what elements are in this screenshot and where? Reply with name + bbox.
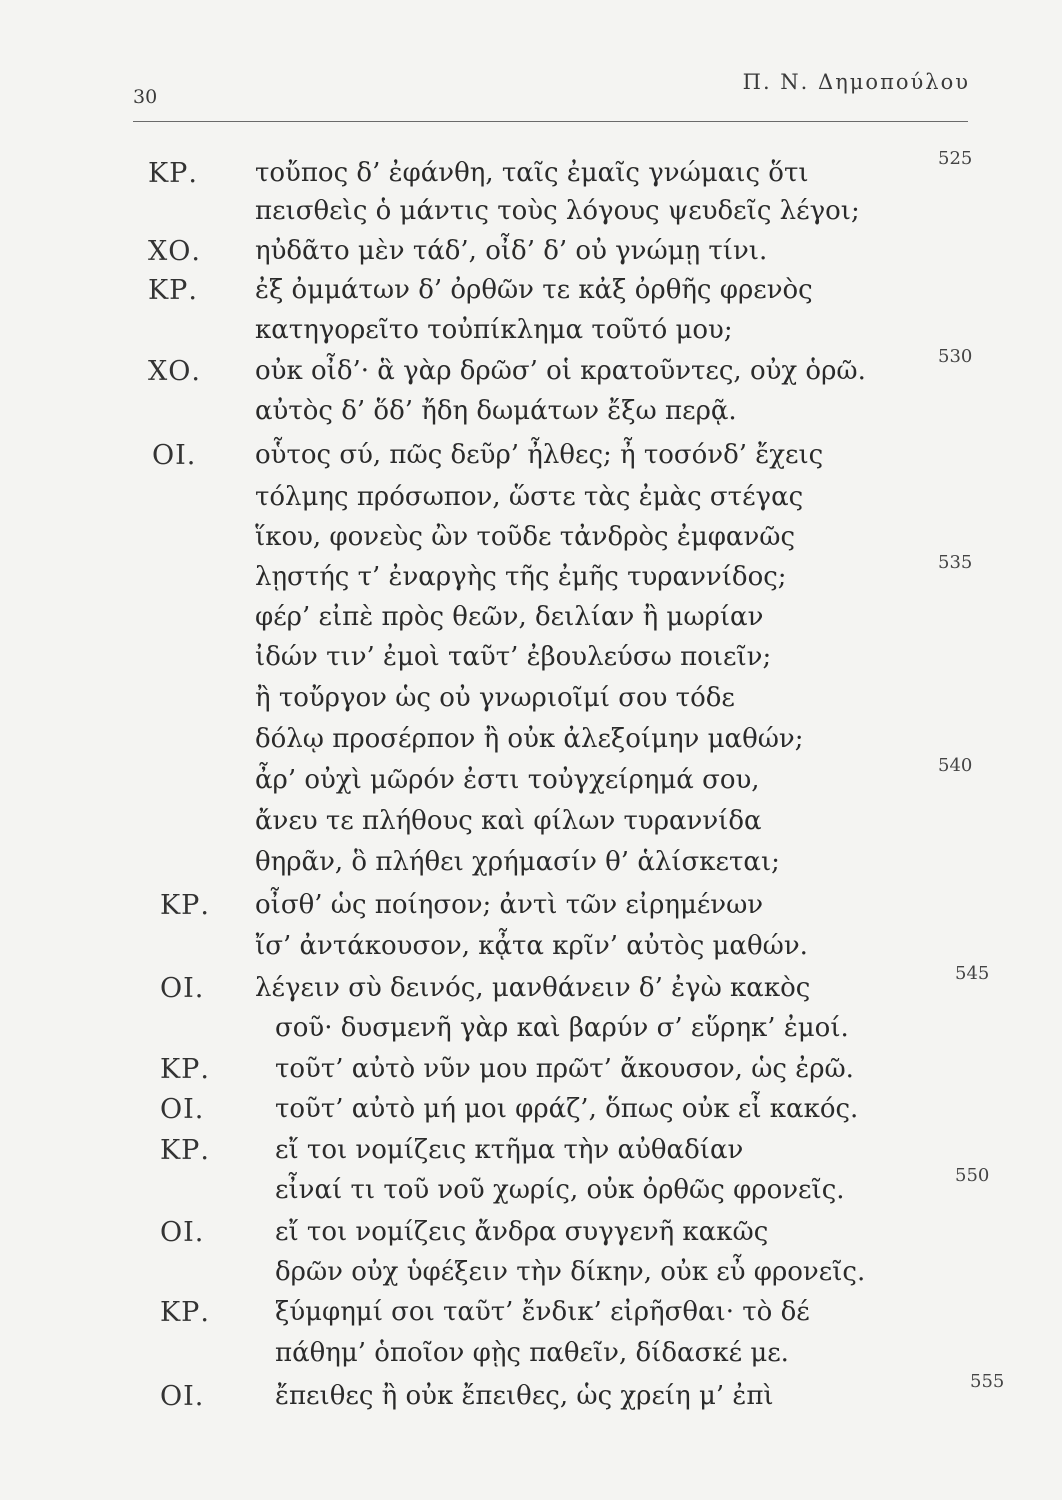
verse-line [0,931,1062,973]
verse-text-line: ἆρ’ οὐχὶ μῶρόν ἐστι τοὐγχείρημά σου, [255,765,760,795]
speaker-label: ΟΙ. [160,1381,205,1412]
verse-line [0,1054,1062,1096]
verse-line [0,963,1062,1015]
verse-text-line: ξύμφημί σοι ταῦτ’ ἔνδικ’ εἰρῆσθαι· τὸ δέ [275,1297,810,1327]
verse-text-line: εἶναί τι τοῦ νοῦ χωρίς, οὐκ ὀρθῶς φρονεῖς. [275,1175,845,1205]
verse-line [0,806,1062,848]
verse-line [0,482,1062,524]
speaker-label: ΟΙ. [160,1217,205,1248]
line-number: 545 [955,963,990,984]
verse-text-line: λέγειν σὺ δεινός, μανθάνειν δ’ ἐγὼ κακὸς [255,973,811,1003]
speaker-label: ΚΡ. [160,1054,210,1085]
verse-line [0,522,1062,564]
verse-line [0,346,1062,398]
verse-line [0,1257,1062,1299]
verse-line [0,1217,1062,1259]
speaker-label: ΚΡ. [160,890,210,921]
verse-text-line: πεισθεὶς ὁ μάντις τοὺς λόγους ψευδεῖς λέγοι; [255,196,860,226]
running-title: Π. Ν. Δημοπούλου [742,70,970,94]
speaker-label: ΟΙ. [160,1094,205,1125]
verse-text-line: αὐτὸς δ’ ὅδ’ ἤδη δωμάτων ἔξω περᾷ. [255,396,737,426]
verse-text-line: ἵκου, φονεὺς ὢν τοῦδε τἀνδρὸς ἐμφανῶς [255,522,796,552]
line-number: 525 [938,148,973,169]
speaker-label: ΟΙ. [152,440,197,471]
verse-line [0,755,1062,807]
verse-line [0,196,1062,238]
verse-text-line: ἰδών τιν’ ἐμοὶ ταῦτ’ ἐβουλεύσω ποιεῖν; [255,642,772,672]
speaker-label: ΚΡ. [148,158,198,189]
verse-line [0,552,1062,604]
verse-text-line: θηρᾶν, ὃ πλήθει χρήμασίν θ’ ἁλίσκεται; [255,847,780,877]
verse-line [0,602,1062,644]
line-number: 555 [970,1371,1005,1392]
verse-line [0,1135,1062,1177]
verse-text-line: πάθημ’ ὁποῖον φῂς παθεῖν, δίδασκέ με. [275,1338,789,1368]
speaker-label: ΚΡ. [148,275,198,306]
verse-line [0,642,1062,684]
verse-line [0,315,1062,357]
verse-line [0,440,1062,482]
verse-text-line: δρῶν οὐχ ὑφέξειν τὴν δίκην, οὐκ εὖ φρονεῖς. [275,1257,866,1287]
speaker-label: ΧΟ. [148,236,201,267]
verse-text-line: οἶσθ’ ὡς ποίησον; ἀντὶ τῶν εἰρημένων [255,890,764,920]
verse-text-line: τοὔπος δ’ ἐφάνθη, ταῖς ἐμαῖς γνώμαις ὅτι [255,158,809,188]
verse-text-line: εἴ τοι νομίζεις κτῆμα τὴν αὐθαδίαν [275,1135,744,1165]
verse-text-line: οὗτος σύ, πῶς δεῦρ’ ἦλθες; ἦ τοσόνδ’ ἔχεις [255,440,824,470]
verse-line [0,1371,1062,1423]
verse-text-line: κατηγορεῖτο τοὐπίκλημα τοῦτό μου; [255,315,733,345]
verse-text-line: ἢ τοὔργον ὡς οὐ γνωριοῖμί σου τόδε [255,683,735,713]
line-number: 530 [938,346,973,367]
verse-line [0,236,1062,278]
verse-line [0,683,1062,725]
verse-text-line: εἴ τοι νομίζεις ἄνδρα συγγενῆ κακῶς [275,1217,769,1247]
verse-line [0,1094,1062,1136]
verse-line [0,396,1062,438]
speaker-label: ΟΙ. [160,973,205,1004]
line-number: 535 [938,552,973,573]
verse-text-line: τοῦτ’ αὐτὸ νῦν μου πρῶτ’ ἄκουσον, ὡς ἐρῶ. [275,1054,854,1084]
verse-text-line: ἴσ’ ἀντάκουσον, κᾆτα κρῖν’ αὐτὸς μαθών. [255,931,808,961]
verse-line [0,148,1062,200]
verse-line [0,1165,1062,1217]
speaker-label: ΧΟ. [148,356,201,387]
speaker-label: ΚΡ. [160,1135,210,1166]
verse-text-line: οὐκ οἶδ’· ἃ γὰρ δρῶσ’ οἱ κρατοῦντες, οὐχ ὁρῶ. [255,356,866,386]
verse-text-line: λῃστής τ’ ἐναργὴς τῆς ἐμῆς τυραννίδος; [255,562,787,592]
verse-line [0,890,1062,932]
verse-text-line: ἄνευ τε πλήθους καὶ φίλων τυραννίδα [255,806,762,836]
verse-text-line: τοῦτ’ αὐτὸ μή μοι φράζ’, ὅπως οὐκ εἶ κακός. [275,1094,859,1124]
verse-text-line: τόλμης πρόσωπον, ὥστε τὰς ἐμὰς στέγας [255,482,804,512]
page-number: 30 [133,86,158,108]
verse-text-line: ἔπειθες ἢ οὐκ ἔπειθες, ὡς χρείη μ’ ἐπὶ [275,1381,774,1411]
verse-text-line: σοῦ· δυσμενῆ γὰρ καὶ βαρύν σ’ εὕρηκ’ ἐμοί. [275,1013,849,1043]
verse-line [0,724,1062,766]
verse-line [0,1338,1062,1380]
verse-line [0,1013,1062,1055]
line-number: 550 [955,1165,990,1186]
verse-text-line: φέρ’ εἰπὲ πρὸς θεῶν, δειλίαν ἢ μωρίαν [255,602,764,632]
speaker-label: ΚΡ. [160,1297,210,1328]
line-number: 540 [938,755,973,776]
verse-line [0,1297,1062,1339]
verse-line [0,275,1062,317]
verse-text-line: ἐξ ὀμμάτων δ’ ὀρθῶν τε κἀξ ὀρθῆς φρενὸς [255,275,813,305]
verse-text-line: ηὐδᾶτο μὲν τάδ’, οἶδ’ δ’ οὐ γνώμῃ τίνι. [255,236,768,266]
verse-text-line: δόλῳ προσέρπον ἢ οὐκ ἀλεξοίμην μαθών; [255,724,804,754]
verse-line [0,847,1062,889]
